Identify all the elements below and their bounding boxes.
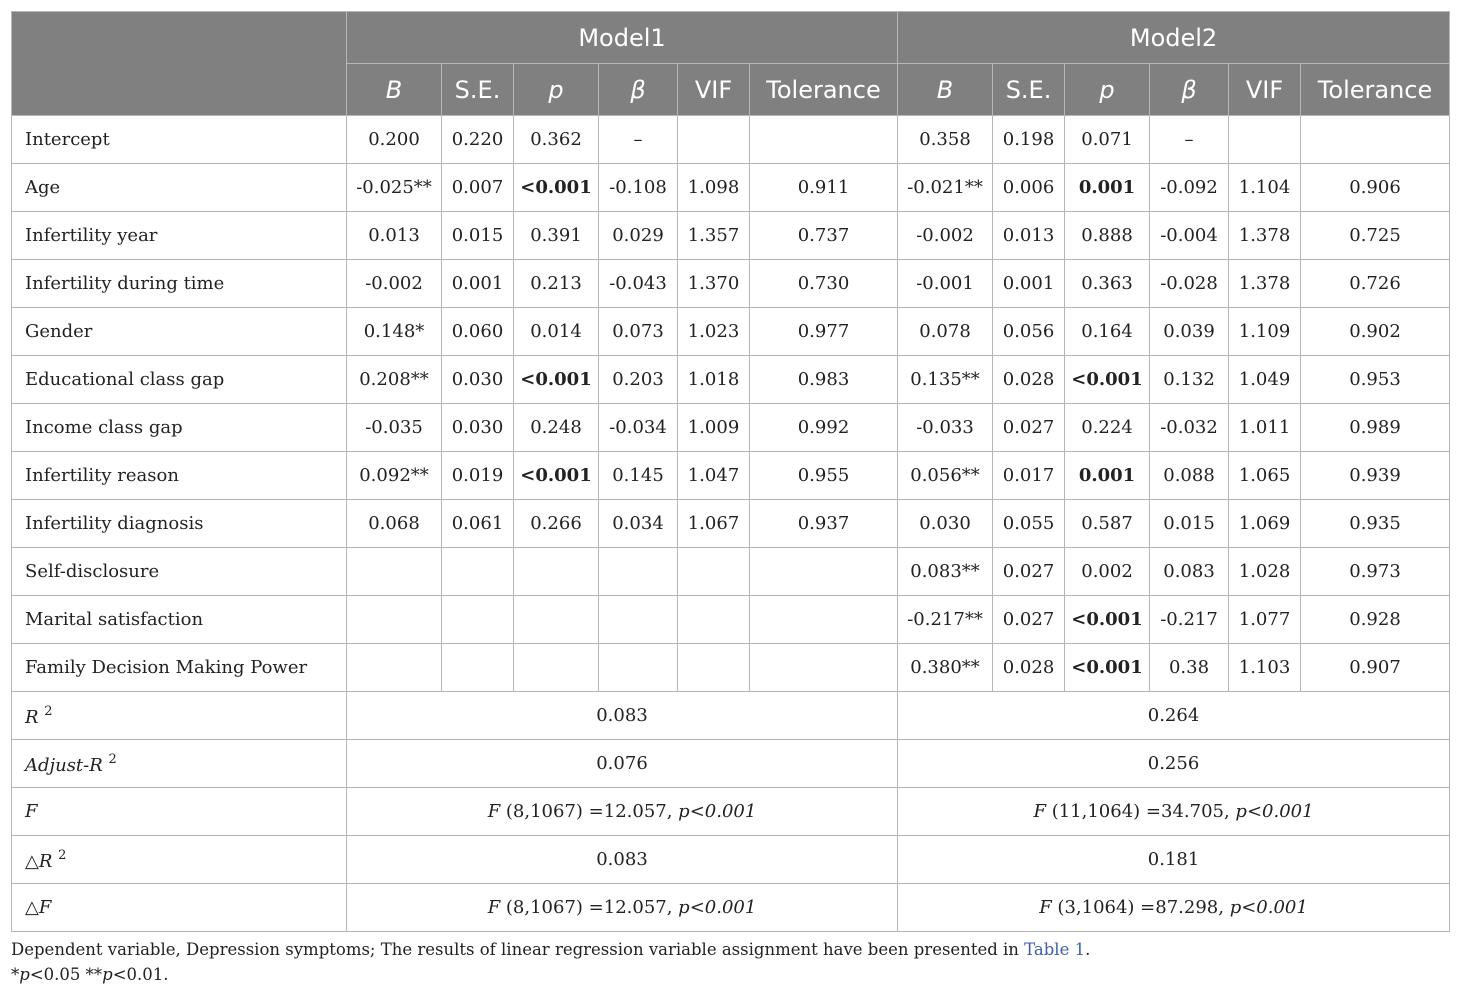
table-row <box>12 116 1450 164</box>
cell-m1-p <box>514 596 599 644</box>
cell-m2-se: 0.013 <box>993 212 1065 260</box>
col-b: B <box>347 64 442 116</box>
cell-m1-p: 0.391 <box>514 212 599 260</box>
header-corner <box>12 12 347 116</box>
cell-m2-b: -0.033 <box>898 404 993 452</box>
table-1-link[interactable]: Table 1 <box>1024 940 1086 959</box>
summary-label: Adjust-R $^2$ <box>12 740 347 788</box>
cell-m1-se <box>442 596 514 644</box>
summary-row-r2 <box>12 692 1450 740</box>
cell-m2-vif: 1.011 <box>1229 404 1301 452</box>
cell-m2-p: 0.001 <box>1065 164 1150 212</box>
cell-m1-tolerance: 0.911 <box>750 164 898 212</box>
cell-m1-b: 0.013 <box>347 212 442 260</box>
cell-m2-b: -0.001 <box>898 260 993 308</box>
cell-m1-vif <box>678 644 750 692</box>
cell-m2-b: 0.056** <box>898 452 993 500</box>
cell-m1-vif: 1.357 <box>678 212 750 260</box>
cell-m2-beta: 0.039 <box>1150 308 1229 356</box>
regression-table <box>11 11 1450 932</box>
cell-m1-vif: 1.023 <box>678 308 750 356</box>
cell-m1-tolerance: 0.977 <box>750 308 898 356</box>
row-label: Gender <box>12 308 347 356</box>
col-tolerance: Tolerance <box>750 64 898 116</box>
cell-m2-b: -0.002 <box>898 212 993 260</box>
cell-m2-se: 0.017 <box>993 452 1065 500</box>
cell-m1-p <box>514 548 599 596</box>
col-b: B <box>898 64 993 116</box>
cell-m1-beta: -0.034 <box>599 404 678 452</box>
cell-m2-se: 0.027 <box>993 548 1065 596</box>
cell-m1-b: 0.068 <box>347 500 442 548</box>
col-beta: β <box>1150 64 1229 116</box>
cell-m1-beta <box>599 548 678 596</box>
col-se: S.E. <box>442 64 514 116</box>
summary-label: R $^2$ <box>12 692 347 740</box>
table-row <box>12 212 1450 260</box>
cell-m2-b: 0.083** <box>898 548 993 596</box>
cell-m1-se <box>442 644 514 692</box>
cell-m2-p: 0.363 <box>1065 260 1150 308</box>
table-row <box>12 356 1450 404</box>
header-row-models <box>12 12 1450 64</box>
cell-m2-p: 0.888 <box>1065 212 1150 260</box>
cell-m1-p: 0.362 <box>514 116 599 164</box>
cell-m1-se: 0.007 <box>442 164 514 212</box>
cell-m2-vif: 1.378 <box>1229 212 1301 260</box>
cell-m2-se: 0.198 <box>993 116 1065 164</box>
cell-m1-p: <0.001 <box>514 164 599 212</box>
cell-m2-p: 0.002 <box>1065 548 1150 596</box>
summary-row-adjust-r2 <box>12 740 1450 788</box>
col-vif: VIF <box>678 64 750 116</box>
table-body <box>12 116 1450 692</box>
cell-m2-vif: 1.104 <box>1229 164 1301 212</box>
summary-label: F <box>12 788 347 836</box>
cell-m1-b: -0.002 <box>347 260 442 308</box>
summary-value-model2: 0.256 <box>898 740 1450 788</box>
col-p: p <box>514 64 599 116</box>
table-row <box>12 452 1450 500</box>
cell-m2-vif: 1.049 <box>1229 356 1301 404</box>
cell-m1-p: 0.213 <box>514 260 599 308</box>
cell-m2-tolerance <box>1301 116 1450 164</box>
cell-m2-p: 0.164 <box>1065 308 1150 356</box>
summary-value-model2: 0.264 <box>898 692 1450 740</box>
summary-row-delta-r2 <box>12 836 1450 884</box>
cell-m1-tolerance: 0.937 <box>750 500 898 548</box>
cell-m2-b: 0.380** <box>898 644 993 692</box>
table-row <box>12 500 1450 548</box>
cell-m2-vif <box>1229 116 1301 164</box>
cell-m1-se: 0.030 <box>442 404 514 452</box>
col-beta: β <box>599 64 678 116</box>
cell-m2-beta: -0.032 <box>1150 404 1229 452</box>
row-label: Educational class gap <box>12 356 347 404</box>
cell-m2-tolerance: 0.973 <box>1301 548 1450 596</box>
summary-body <box>12 692 1450 932</box>
cell-m2-vif: 1.065 <box>1229 452 1301 500</box>
cell-m1-vif <box>678 596 750 644</box>
table-row <box>12 260 1450 308</box>
footnote-line-1: Dependent variable, Depression symptoms; The results of linear regression variable assignment have been presented in Table 1. <box>11 940 1091 959</box>
cell-m2-p: <0.001 <box>1065 356 1150 404</box>
summary-value-model2: F (3,1064) =87.298, p<0.001 <box>898 884 1450 932</box>
summary-value-model1: 0.083 <box>347 692 898 740</box>
row-label: Family Decision Making Power <box>12 644 347 692</box>
cell-m1-beta: – <box>599 116 678 164</box>
row-label: Infertility during time <box>12 260 347 308</box>
cell-m1-p: 0.266 <box>514 500 599 548</box>
cell-m2-p: 0.001 <box>1065 452 1150 500</box>
row-label: Infertility reason <box>12 452 347 500</box>
cell-m1-b: -0.025** <box>347 164 442 212</box>
cell-m2-b: -0.021** <box>898 164 993 212</box>
cell-m2-se: 0.001 <box>993 260 1065 308</box>
cell-m1-beta <box>599 596 678 644</box>
table-footnotes <box>11 937 1449 987</box>
cell-m1-se: 0.019 <box>442 452 514 500</box>
cell-m2-b: 0.030 <box>898 500 993 548</box>
cell-m2-vif: 1.028 <box>1229 548 1301 596</box>
cell-m2-p: 0.224 <box>1065 404 1150 452</box>
cell-m2-se: 0.028 <box>993 356 1065 404</box>
cell-m2-beta: – <box>1150 116 1229 164</box>
cell-m1-beta: -0.108 <box>599 164 678 212</box>
cell-m1-tolerance: 0.992 <box>750 404 898 452</box>
cell-m2-p: <0.001 <box>1065 596 1150 644</box>
summary-row-delta-f <box>12 884 1450 932</box>
cell-m1-se: 0.060 <box>442 308 514 356</box>
cell-m2-tolerance: 0.935 <box>1301 500 1450 548</box>
cell-m2-beta: -0.217 <box>1150 596 1229 644</box>
cell-m2-se: 0.028 <box>993 644 1065 692</box>
cell-m2-se: 0.056 <box>993 308 1065 356</box>
summary-value-model2: 0.181 <box>898 836 1450 884</box>
cell-m2-beta: -0.092 <box>1150 164 1229 212</box>
cell-m1-beta: 0.034 <box>599 500 678 548</box>
cell-m2-beta: -0.004 <box>1150 212 1229 260</box>
cell-m1-p: 0.014 <box>514 308 599 356</box>
cell-m1-tolerance: 0.983 <box>750 356 898 404</box>
summary-value-model1: 0.083 <box>347 836 898 884</box>
table-row <box>12 404 1450 452</box>
cell-m1-b: -0.035 <box>347 404 442 452</box>
row-label: Infertility diagnosis <box>12 500 347 548</box>
cell-m1-b: 0.148* <box>347 308 442 356</box>
cell-m2-tolerance: 0.989 <box>1301 404 1450 452</box>
summary-value-model1: 0.076 <box>347 740 898 788</box>
cell-m1-b <box>347 548 442 596</box>
cell-m2-beta: 0.132 <box>1150 356 1229 404</box>
table-row <box>12 548 1450 596</box>
cell-m2-b: -0.217** <box>898 596 993 644</box>
cell-m1-beta: 0.029 <box>599 212 678 260</box>
cell-m1-b: 0.092** <box>347 452 442 500</box>
cell-m1-se: 0.015 <box>442 212 514 260</box>
cell-m2-tolerance: 0.928 <box>1301 596 1450 644</box>
cell-m2-tolerance: 0.906 <box>1301 164 1450 212</box>
cell-m2-se: 0.055 <box>993 500 1065 548</box>
cell-m1-p: <0.001 <box>514 356 599 404</box>
summary-value-model1: F (8,1067) =12.057, p<0.001 <box>347 788 898 836</box>
col-vif: VIF <box>1229 64 1301 116</box>
cell-m2-vif: 1.378 <box>1229 260 1301 308</box>
cell-m2-se: 0.027 <box>993 404 1065 452</box>
cell-m2-p: <0.001 <box>1065 644 1150 692</box>
cell-m1-beta: 0.145 <box>599 452 678 500</box>
col-se: S.E. <box>993 64 1065 116</box>
cell-m2-p: 0.587 <box>1065 500 1150 548</box>
cell-m1-b: 0.200 <box>347 116 442 164</box>
cell-m2-tolerance: 0.726 <box>1301 260 1450 308</box>
cell-m1-b: 0.208** <box>347 356 442 404</box>
summary-row-f <box>12 788 1450 836</box>
cell-m2-vif: 1.069 <box>1229 500 1301 548</box>
cell-m1-p: 0.248 <box>514 404 599 452</box>
delta-triangle: △ <box>25 850 39 872</box>
cell-m1-b <box>347 596 442 644</box>
header-model2: Model2 <box>898 12 1450 64</box>
table-row <box>12 164 1450 212</box>
table-row <box>12 308 1450 356</box>
cell-m2-tolerance: 0.939 <box>1301 452 1450 500</box>
cell-m1-vif: 1.047 <box>678 452 750 500</box>
cell-m1-vif: 1.009 <box>678 404 750 452</box>
cell-m2-tolerance: 0.725 <box>1301 212 1450 260</box>
table-row <box>12 644 1450 692</box>
cell-m1-vif: 1.018 <box>678 356 750 404</box>
cell-m1-tolerance: 0.730 <box>750 260 898 308</box>
cell-m1-vif: 1.067 <box>678 500 750 548</box>
cell-m1-beta <box>599 644 678 692</box>
row-label: Marital satisfaction <box>12 596 347 644</box>
cell-m2-b: 0.078 <box>898 308 993 356</box>
footnote-line-2: *p<0.05 **p<0.01. <box>11 965 169 984</box>
cell-m1-p: <0.001 <box>514 452 599 500</box>
summary-value-model1: F (8,1067) =12.057, p<0.001 <box>347 884 898 932</box>
cell-m1-vif: 1.370 <box>678 260 750 308</box>
col-tolerance: Tolerance <box>1301 64 1450 116</box>
cell-m2-beta: 0.38 <box>1150 644 1229 692</box>
cell-m1-tolerance <box>750 596 898 644</box>
row-label: Intercept <box>12 116 347 164</box>
cell-m2-se: 0.027 <box>993 596 1065 644</box>
summary-label: △F <box>12 884 347 932</box>
cell-m1-vif <box>678 548 750 596</box>
cell-m2-se: 0.006 <box>993 164 1065 212</box>
summary-label: △R $^2$ <box>12 836 347 884</box>
cell-m1-beta: 0.073 <box>599 308 678 356</box>
cell-m1-beta: 0.203 <box>599 356 678 404</box>
row-label: Infertility year <box>12 212 347 260</box>
cell-m2-tolerance: 0.953 <box>1301 356 1450 404</box>
cell-m2-tolerance: 0.902 <box>1301 308 1450 356</box>
cell-m2-tolerance: 0.907 <box>1301 644 1450 692</box>
cell-m1-se: 0.220 <box>442 116 514 164</box>
cell-m1-vif: 1.098 <box>678 164 750 212</box>
row-label: Income class gap <box>12 404 347 452</box>
cell-m2-beta: 0.083 <box>1150 548 1229 596</box>
cell-m1-tolerance <box>750 548 898 596</box>
col-p: p <box>1065 64 1150 116</box>
delta-triangle: △ <box>25 897 39 918</box>
cell-m1-p <box>514 644 599 692</box>
cell-m2-b: 0.358 <box>898 116 993 164</box>
row-label: Age <box>12 164 347 212</box>
row-label: Self-disclosure <box>12 548 347 596</box>
cell-m2-vif: 1.103 <box>1229 644 1301 692</box>
cell-m1-tolerance <box>750 116 898 164</box>
header-model1: Model1 <box>347 12 898 64</box>
cell-m2-p: 0.071 <box>1065 116 1150 164</box>
cell-m2-beta: -0.028 <box>1150 260 1229 308</box>
cell-m1-se: 0.061 <box>442 500 514 548</box>
cell-m2-b: 0.135** <box>898 356 993 404</box>
cell-m1-vif <box>678 116 750 164</box>
table-row <box>12 596 1450 644</box>
cell-m2-vif: 1.077 <box>1229 596 1301 644</box>
cell-m1-tolerance: 0.955 <box>750 452 898 500</box>
cell-m1-tolerance <box>750 644 898 692</box>
cell-m1-b <box>347 644 442 692</box>
summary-value-model2: F (11,1064) =34.705, p<0.001 <box>898 788 1450 836</box>
cell-m1-se: 0.030 <box>442 356 514 404</box>
cell-m1-se: 0.001 <box>442 260 514 308</box>
cell-m1-se <box>442 548 514 596</box>
cell-m1-tolerance: 0.737 <box>750 212 898 260</box>
cell-m2-beta: 0.015 <box>1150 500 1229 548</box>
cell-m2-vif: 1.109 <box>1229 308 1301 356</box>
cell-m2-beta: 0.088 <box>1150 452 1229 500</box>
cell-m1-beta: -0.043 <box>599 260 678 308</box>
